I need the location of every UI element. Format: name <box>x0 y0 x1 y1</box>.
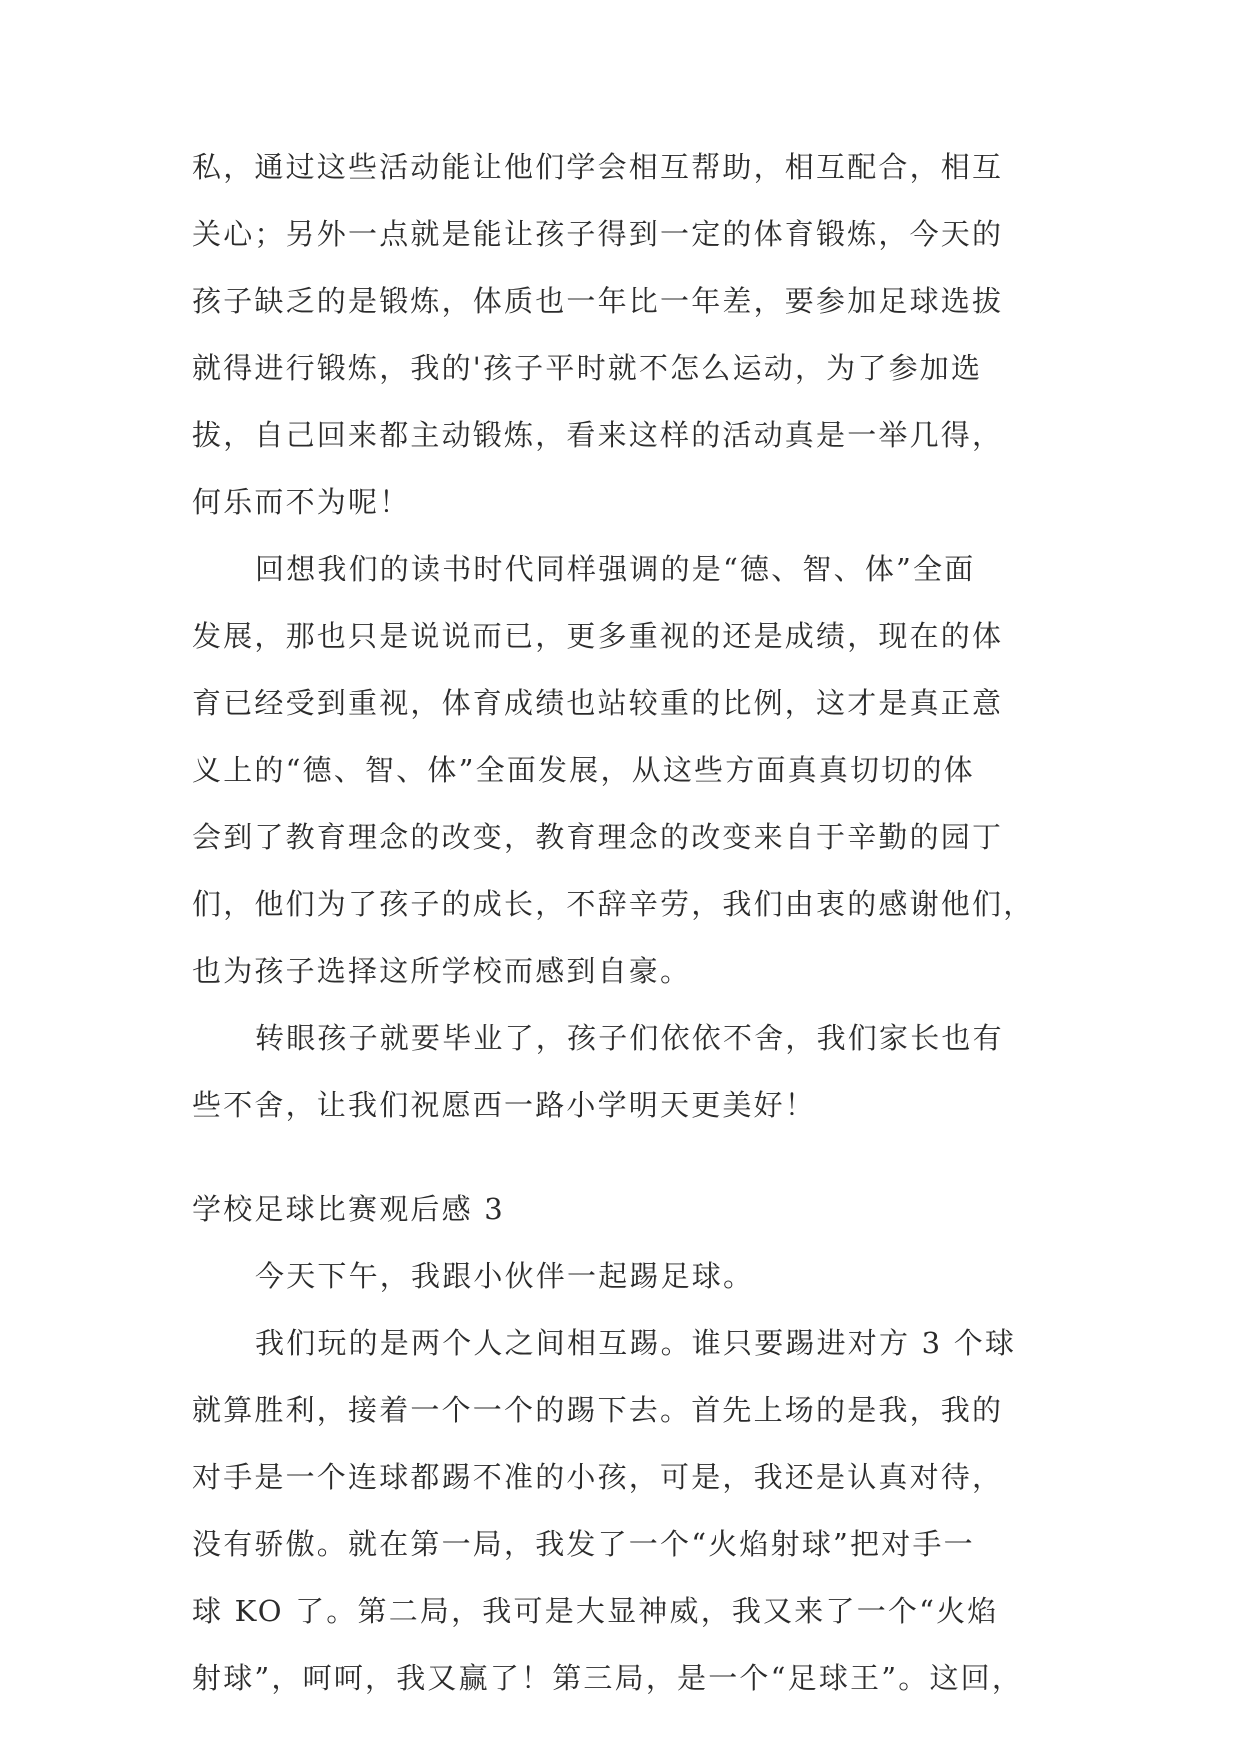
paragraph-5-line-6: 射球”，呵呵，我又赢了！第三局，是一个“足球王”。这回， <box>192 1661 1024 1695</box>
paragraph-2-line-7: 也为孩子选择这所学校而感到自豪。 <box>192 954 692 988</box>
paragraph-5-line-4: 没有骄傲。就在第一局，我发了一个“火焰射球”把对手一 <box>192 1527 975 1561</box>
paragraph-2-line-6: 们，他们为了孩子的成长，不辞辛劳，我们由衷的感谢他们， <box>192 887 1035 921</box>
paragraph-1-line-2: 关心；另外一点就是能让孩子得到一定的体育锻炼，今天的 <box>192 217 1004 251</box>
paragraph-3-line-1: 转眼孩子就要毕业了，孩子们依依不舍，我们家长也有 <box>255 1021 1004 1055</box>
paragraph-2-line-5: 会到了教育理念的改变，教育理念的改变来自于辛勤的园丁 <box>192 820 1004 854</box>
paragraph-5-line-2: 就算胜利，接着一个一个的踢下去。首先上场的是我，我的 <box>192 1393 1004 1427</box>
paragraph-1-line-1: 私，通过这些活动能让他们学会相互帮助，相互配合，相互 <box>192 150 1004 184</box>
paragraph-1-line-3: 孩子缺乏的是锻炼，体质也一年比一年差，要参加足球选拔 <box>192 284 1004 318</box>
paragraph-2-line-1: 回想我们的读书时代同样强调的是“德、智、体”全面 <box>255 552 976 586</box>
paragraph-4-line-1: 今天下午，我跟小伙伴一起踢足球。 <box>255 1259 755 1293</box>
paragraph-2-line-3: 育已经受到重视，体育成绩也站较重的比例，这才是真正意 <box>192 686 1004 720</box>
section-title: 学校足球比赛观后感 3 <box>192 1192 505 1226</box>
paragraph-2-line-4: 义上的“德、智、体”全面发展，从这些方面真真切切的体 <box>192 753 975 787</box>
paragraph-3-line-2: 些不舍，让我们祝愿西一路小学明天更美好！ <box>192 1088 817 1122</box>
paragraph-1-line-6: 何乐而不为呢！ <box>192 485 411 519</box>
paragraph-5-line-5: 球 KO 了。第二局，我可是大显神威，我又来了一个“火焰 <box>192 1594 999 1628</box>
paragraph-1-line-5: 拔，自己回来都主动锻炼，看来这样的活动真是一举几得， <box>192 418 1004 452</box>
paragraph-5-line-3: 对手是一个连球都踢不准的小孩，可是，我还是认真对待， <box>192 1460 1004 1494</box>
paragraph-1-line-4: 就得进行锻炼，我的'孩子平时就不怎么运动，为了参加选 <box>192 351 983 385</box>
paragraph-5-line-1: 我们玩的是两个人之间相互踢。谁只要踢进对方 3 个球 <box>255 1326 1017 1360</box>
paragraph-2-line-2: 发展，那也只是说说而已，更多重视的还是成绩，现在的体 <box>192 619 1004 653</box>
